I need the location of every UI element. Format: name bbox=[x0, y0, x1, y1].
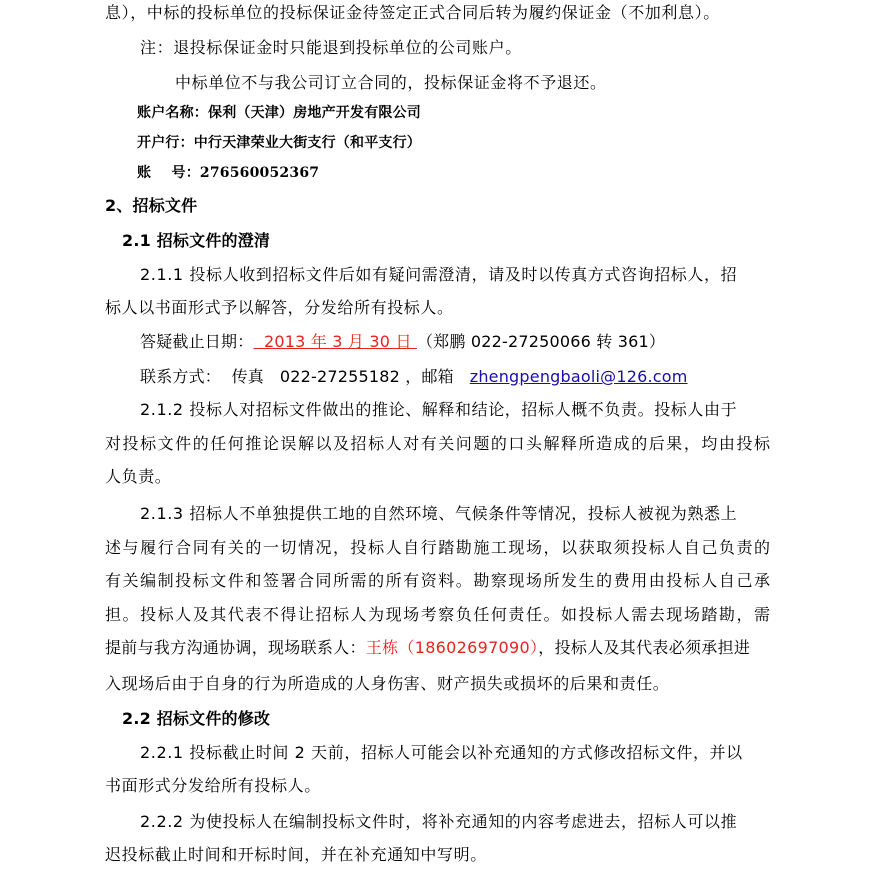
paragraph-line: 人负责。 bbox=[105, 467, 172, 486]
paragraph-line: 息），中标的投标单位的投标保证金待签定正式合同后转为履约保证金（不加利息）。 bbox=[105, 3, 720, 22]
paragraph-line: 标人以书面形式予以解答，分发给所有投标人。 bbox=[105, 298, 454, 317]
paragraph-line: 入现场后由于自身的行为所造成的人身伤害、财产损失或损坏的后果和责任。 bbox=[105, 674, 670, 693]
contact-row bbox=[140, 367, 688, 387]
deadline-row bbox=[140, 332, 665, 352]
account-number: 27656005236​7 bbox=[199, 165, 320, 181]
contact-label: 联系方式： 传真 022-27255182 ，邮箱 bbox=[140, 367, 470, 386]
paragraph-line: 述与履行合同有关的一切情况，投标人自行踏勘施工现场，以获取须投标人自己负责的 bbox=[105, 538, 770, 557]
paragraph-line: 2.1.1 投标人收到招标文件后如有疑问需澄清，请及时以传真方式咨询招标人，招 bbox=[140, 265, 738, 284]
subsection-heading: 2.1 招标文件的澄清 bbox=[122, 231, 271, 250]
paragraph-line: 2.1.3 招标人不单独提供工地的自然环境、气候条件等情况，投标人被视为熟悉上 bbox=[140, 504, 738, 523]
paragraph-line: 担。投标人及其代表不得让招标人为现场考察负任何责任。如投标人需去现场踏勘，需 bbox=[105, 605, 770, 624]
paragraph-line: 对投标文件的任何推论误解以及招标人对有关问题的口头解释所造成的后果，均由投标 bbox=[105, 434, 770, 453]
subsection-heading: 2.2 招标文件的修改 bbox=[122, 709, 271, 728]
account-name: 账户名称：保利（天津）房地产开发有限公司 bbox=[137, 105, 421, 121]
note-line: 注：退投标保证金时只能退到投标单位的公司账户。 bbox=[140, 38, 522, 57]
section-heading: 2、招标文件 bbox=[105, 196, 198, 215]
paragraph-line: 书面形式分发给所有投标人。 bbox=[105, 776, 321, 795]
paragraph-line: 2.1.2 投标人对招标文件做出的推论、解释和结论，招标人概不负责。投标人由于 bbox=[140, 400, 738, 419]
deadline-label: 答疑截止日期： bbox=[140, 332, 254, 351]
account-number-label: 账 号： bbox=[137, 165, 200, 181]
note-line: 中标单位不与我公司订立合同的，投标保证金将不予退还。 bbox=[175, 73, 607, 92]
deadline-date: 2013 年 3 月 30 日 bbox=[253, 332, 417, 351]
paragraph-line: 有关编制投标文件和签署合同所需的所有资料。勘察现场所发生的费用由投标人自己承 bbox=[105, 571, 770, 590]
deadline-contact: （郑鹏 022-27250066 转 361） bbox=[416, 332, 666, 351]
site-contact: 王栋（18602697090） bbox=[365, 638, 539, 657]
text-span: 提前与我方沟通协调，现场联系人： bbox=[105, 638, 366, 657]
bank-name: 开户行：中行天津荣业大街支行（和平支行） bbox=[137, 135, 421, 151]
paragraph-line: 2.2.1 投标截止时间 2 天前，招标人可能会以补充通知的方式修改招标文件，并以 bbox=[140, 743, 743, 762]
paragraph-line: 迟投标截止时间和开标时间，并在补充通知中写明。 bbox=[105, 845, 487, 864]
paragraph-line: 2.2.2 为使投标人在编制投标文件时，将补充通知的内容考虑进去，招标人可以推 bbox=[140, 812, 738, 831]
account-number-row bbox=[137, 163, 319, 183]
email-link[interactable]: zhengpengbaoli@126.com bbox=[469, 367, 688, 386]
text-span: ，投标人及其代表必须承担进 bbox=[538, 638, 751, 657]
paragraph-line bbox=[105, 638, 750, 658]
